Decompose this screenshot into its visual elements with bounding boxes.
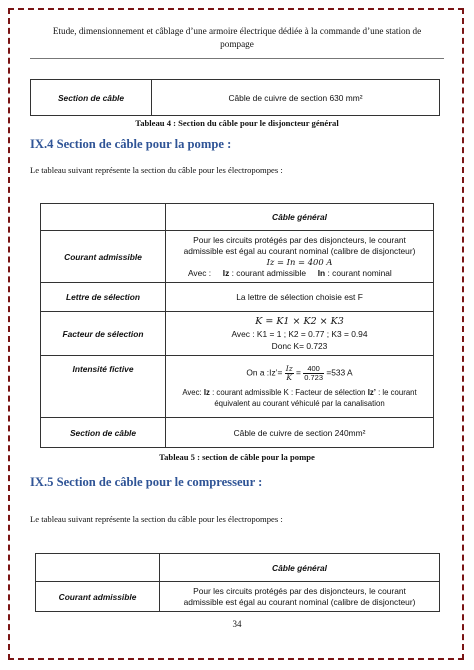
table5-label-lettre: Lettre de sélection — [41, 283, 166, 312]
table-6 — [35, 553, 440, 612]
courant-in-desc: : courant nominal — [327, 267, 392, 278]
table5-cell-facteur — [166, 312, 434, 356]
fraction-k-denominator: K — [286, 372, 292, 382]
courant-iz-desc: : courant admissible — [231, 267, 307, 278]
courant-line-1: Pour les circuits protégés par des disjoncteurs, le courant — [193, 234, 406, 245]
table6-cell-courant — [160, 582, 440, 612]
fraction-400-over-0723 — [303, 365, 324, 382]
intensite-note-line-1 — [170, 387, 429, 398]
section-heading-pompe: IX.4 Section de câble pour la pompe : — [30, 137, 232, 151]
header-line-2: pompage — [220, 39, 254, 49]
table5-label-intensite: Intensité fictive — [41, 356, 166, 418]
section-intro-pompe: Le tableau suivant représente la section du câble pour les électropompes : — [30, 165, 283, 175]
intensite-prefix: On a :Iz’= — [246, 367, 283, 378]
courant-avec-line — [170, 268, 429, 279]
table4-row-value: Câble de cuivre de section 630 mm² — [152, 80, 440, 116]
table5-col-header: Câble général — [166, 204, 434, 231]
table4-caption: Tableau 4 : Section du câble pour le disjoncteur général — [135, 118, 339, 128]
note-izp-symbol: Iz’ — [367, 387, 376, 397]
section-heading-compresseur: IX.5 Section de câble pour le compresseur : — [30, 475, 263, 489]
courant-avec: Avec : — [188, 267, 212, 278]
note-middle: : courant admissible K : Facteur de sélection — [212, 387, 366, 397]
table4-row-label: Section de câble — [31, 80, 152, 116]
facteur-formula: K = K1 × K2 × K3 — [255, 315, 344, 327]
table5-corner — [41, 204, 166, 231]
facteur-result: Donc K= 0.723 — [271, 340, 328, 351]
table6-line-2: admissible est égal au courant nominal (calibre de disjoncteur) — [183, 596, 416, 607]
table5-caption: Tableau 5 : section de câble pour la pompe — [159, 452, 315, 462]
header-rule — [30, 58, 444, 59]
intensite-formula — [170, 365, 429, 382]
table5-label-courant: Courant admissible — [41, 231, 166, 283]
table5-cell-courant — [166, 231, 434, 283]
table6-line-1: Pour les circuits protégés par des disjoncteurs, le courant — [193, 585, 406, 596]
table-4 — [30, 79, 440, 116]
page-number: 34 — [232, 619, 242, 629]
intensite-result: =533 A — [326, 367, 353, 378]
note-iz-symbol: Iz — [203, 387, 210, 397]
fraction-0723-denominator: 0.723 — [304, 372, 323, 382]
table5-value-section: Câble de cuivre de section 240mm² — [166, 418, 434, 448]
courant-in-symbol: In — [317, 267, 326, 278]
note-avec: Avec: — [182, 387, 202, 397]
courant-line-2: admissible est égal au courant nominal (calibre de disjoncteur) — [183, 245, 416, 256]
courant-equation: Iz = In = 400 A — [266, 256, 333, 267]
note-end: : le courant — [378, 387, 417, 397]
section-intro-compresseur: Le tableau suivant représente la section du câble pour les électropompes : — [30, 514, 283, 524]
table6-col-header: Câble général — [160, 554, 440, 582]
table6-label-courant: Courant admissible — [36, 582, 160, 612]
header-line-1: Etude, dimensionnement et câblage d’une armoire électrique dédiée à la commande d’une station de — [52, 26, 422, 36]
courant-iz-symbol: Iz — [222, 267, 230, 278]
fraction-iz-over-k — [285, 365, 294, 382]
intensite-equals: = — [295, 367, 301, 378]
table-5 — [40, 203, 434, 448]
fraction-iz-numerator: Iz — [285, 363, 293, 373]
running-header — [30, 25, 444, 51]
table5-label-facteur: Facteur de sélection — [41, 312, 166, 356]
table5-cell-intensite — [166, 356, 434, 418]
intensite-note-line-2: équivalent au courant véhiculé par la canalisation — [214, 398, 385, 408]
fraction-400-numerator: 400 — [303, 365, 324, 374]
table6-corner — [36, 554, 160, 582]
table5-label-section: Section de câble — [41, 418, 166, 448]
table5-value-lettre: La lettre de sélection choisie est F — [166, 283, 434, 312]
facteur-values: Avec : K1 = 1 ; K2 = 0.77 ; K3 = 0.94 — [231, 328, 368, 339]
